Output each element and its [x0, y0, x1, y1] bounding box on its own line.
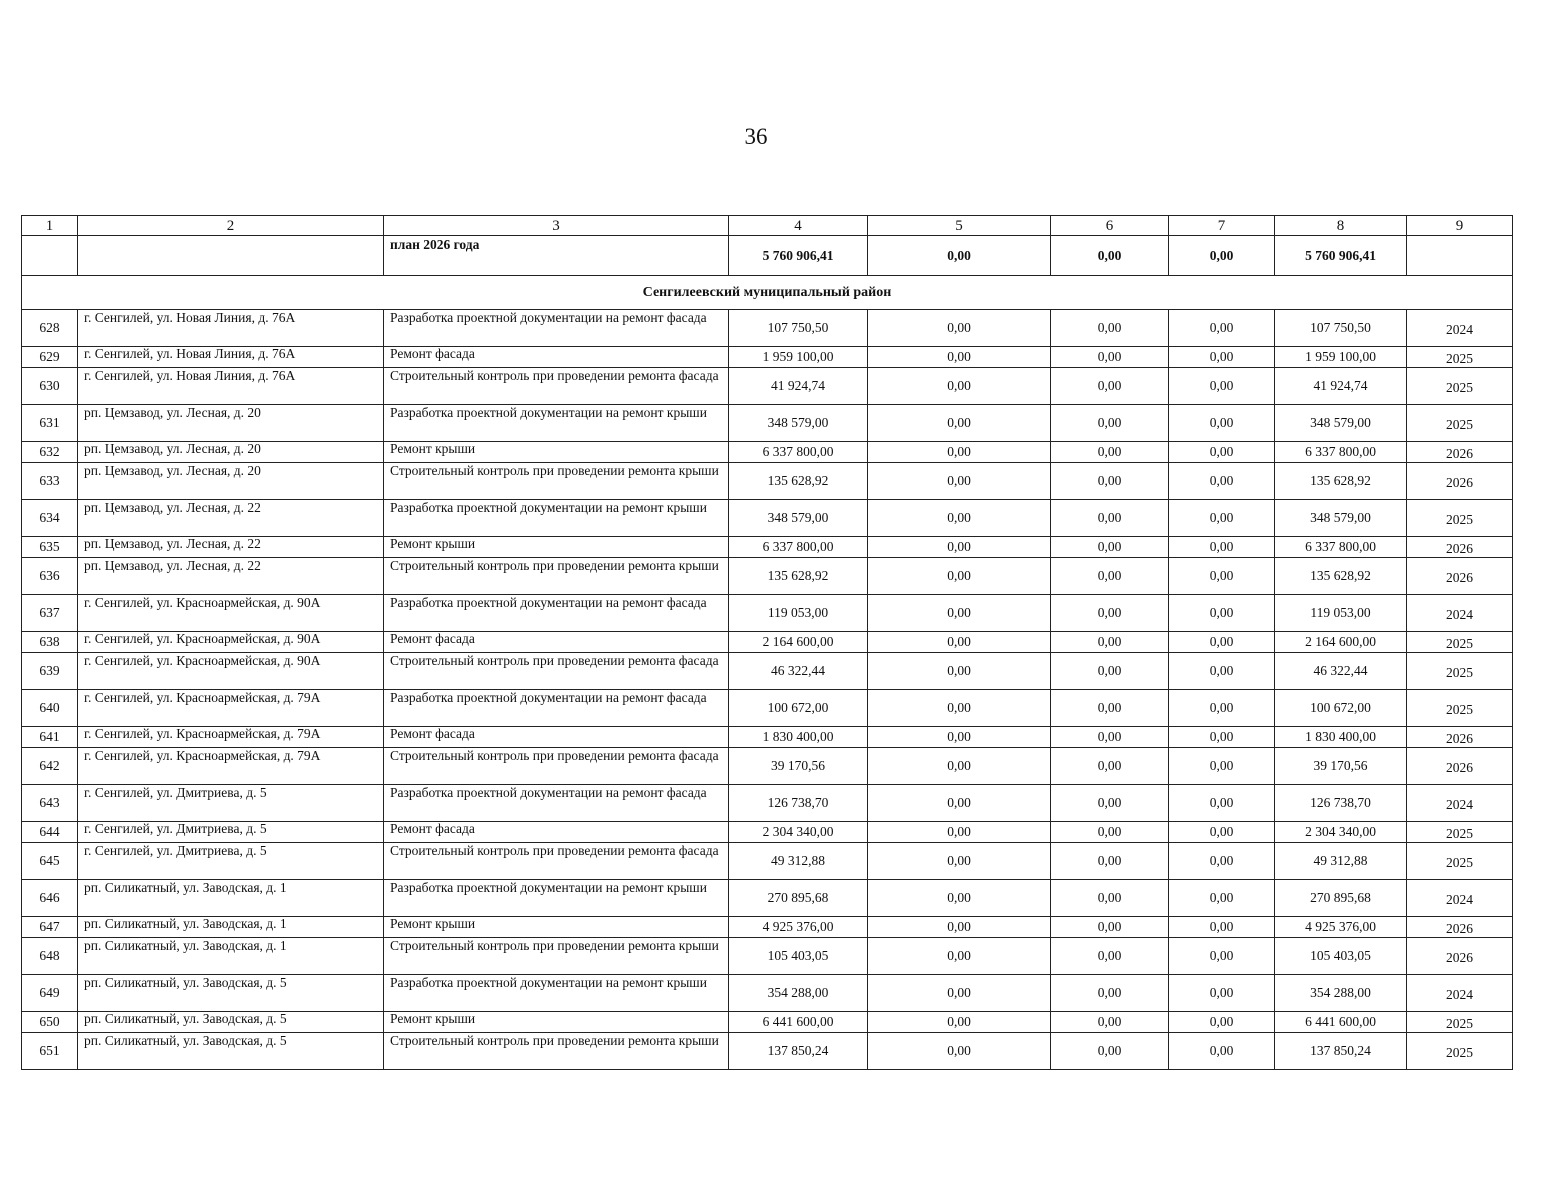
amount-col4: 135 628,92 — [729, 463, 868, 500]
work-type-cell: Разработка проектной документации на ремонт крыши — [384, 405, 729, 442]
amount-col8: 135 628,92 — [1275, 463, 1407, 500]
year-cell: 2026 — [1407, 748, 1513, 785]
amount-col7: 0,00 — [1169, 653, 1275, 690]
address-cell: рп. Цемзавод, ул. Лесная, д. 22 — [78, 558, 384, 595]
amount-col6: 0,00 — [1051, 938, 1169, 975]
address-cell: г. Сенгилей, ул. Дмитриева, д. 5 — [78, 843, 384, 880]
amount-col7: 0,00 — [1169, 822, 1275, 843]
amount-col6: 0,00 — [1051, 310, 1169, 347]
amount-col8: 1 830 400,00 — [1275, 727, 1407, 748]
amount-col6: 0,00 — [1051, 1033, 1169, 1070]
table-row — [22, 690, 1513, 727]
address-cell: г. Сенгилей, ул. Новая Линия, д. 76А — [78, 310, 384, 347]
table-row — [22, 537, 1513, 558]
amount-col4: 6 337 800,00 — [729, 442, 868, 463]
amount-col7: 0,00 — [1169, 537, 1275, 558]
plan-col9 — [1407, 236, 1513, 276]
amount-col5: 0,00 — [868, 595, 1051, 632]
amount-col8: 105 403,05 — [1275, 938, 1407, 975]
amount-col5: 0,00 — [868, 843, 1051, 880]
amount-col8: 39 170,56 — [1275, 748, 1407, 785]
amount-col6: 0,00 — [1051, 1012, 1169, 1033]
amount-col5: 0,00 — [868, 368, 1051, 405]
column-header: 7 — [1169, 216, 1275, 236]
year-cell: 2025 — [1407, 405, 1513, 442]
work-type-cell: Строительный контроль при проведении ремонта фасада — [384, 368, 729, 405]
address-cell: рп. Силикатный, ул. Заводская, д. 1 — [78, 938, 384, 975]
table-row — [22, 405, 1513, 442]
amount-col6: 0,00 — [1051, 653, 1169, 690]
plan-total-row — [22, 236, 1513, 276]
year-cell: 2024 — [1407, 310, 1513, 347]
address-cell: рп. Цемзавод, ул. Лесная, д. 20 — [78, 405, 384, 442]
amount-col8: 49 312,88 — [1275, 843, 1407, 880]
amount-col8: 137 850,24 — [1275, 1033, 1407, 1070]
work-type-cell: Строительный контроль при проведении ремонта фасада — [384, 843, 729, 880]
amount-col7: 0,00 — [1169, 938, 1275, 975]
amount-col4: 137 850,24 — [729, 1033, 868, 1070]
amount-col8: 2 304 340,00 — [1275, 822, 1407, 843]
work-type-cell: Ремонт крыши — [384, 1012, 729, 1033]
plan-col5: 0,00 — [868, 236, 1051, 276]
work-type-cell: Ремонт фасада — [384, 822, 729, 843]
amount-col6: 0,00 — [1051, 347, 1169, 368]
amount-col6: 0,00 — [1051, 690, 1169, 727]
table-row — [22, 347, 1513, 368]
row-number: 628 — [22, 310, 78, 347]
amount-col5: 0,00 — [868, 310, 1051, 347]
amount-col5: 0,00 — [868, 785, 1051, 822]
amount-col8: 6 337 800,00 — [1275, 442, 1407, 463]
row-number: 649 — [22, 975, 78, 1012]
amount-col6: 0,00 — [1051, 822, 1169, 843]
amount-col4: 46 322,44 — [729, 653, 868, 690]
row-number: 636 — [22, 558, 78, 595]
row-number: 633 — [22, 463, 78, 500]
row-number: 635 — [22, 537, 78, 558]
table-row — [22, 748, 1513, 785]
repair-plan-table — [21, 215, 1513, 1070]
address-cell: г. Сенгилей, ул. Новая Линия, д. 76А — [78, 368, 384, 405]
address-cell: рп. Цемзавод, ул. Лесная, д. 22 — [78, 537, 384, 558]
plan-addr-cell — [78, 236, 384, 276]
column-header: 1 — [22, 216, 78, 236]
amount-col8: 2 164 600,00 — [1275, 632, 1407, 653]
amount-col4: 354 288,00 — [729, 975, 868, 1012]
address-cell: рп. Силикатный, ул. Заводская, д. 5 — [78, 1012, 384, 1033]
year-cell: 2025 — [1407, 822, 1513, 843]
address-cell: г. Сенгилей, ул. Красноармейская, д. 79А — [78, 748, 384, 785]
table-row — [22, 727, 1513, 748]
table-row — [22, 368, 1513, 405]
amount-col7: 0,00 — [1169, 975, 1275, 1012]
plan-col8: 5 760 906,41 — [1275, 236, 1407, 276]
work-type-cell: Строительный контроль при проведении ремонта крыши — [384, 938, 729, 975]
column-header: 8 — [1275, 216, 1407, 236]
address-cell: рп. Цемзавод, ул. Лесная, д. 20 — [78, 463, 384, 500]
address-cell: рп. Силикатный, ул. Заводская, д. 5 — [78, 975, 384, 1012]
year-cell: 2025 — [1407, 500, 1513, 537]
row-number: 631 — [22, 405, 78, 442]
work-type-cell: Разработка проектной документации на ремонт фасада — [384, 310, 729, 347]
row-number: 642 — [22, 748, 78, 785]
amount-col8: 46 322,44 — [1275, 653, 1407, 690]
amount-col4: 270 895,68 — [729, 880, 868, 917]
amount-col5: 0,00 — [868, 347, 1051, 368]
row-number: 641 — [22, 727, 78, 748]
table-row — [22, 595, 1513, 632]
amount-col5: 0,00 — [868, 405, 1051, 442]
amount-col6: 0,00 — [1051, 727, 1169, 748]
table-row — [22, 938, 1513, 975]
year-cell: 2026 — [1407, 938, 1513, 975]
work-type-cell: Строительный контроль при проведении ремонта крыши — [384, 558, 729, 595]
row-number: 644 — [22, 822, 78, 843]
amount-col8: 348 579,00 — [1275, 500, 1407, 537]
amount-col5: 0,00 — [868, 975, 1051, 1012]
year-cell: 2025 — [1407, 690, 1513, 727]
address-cell: рп. Цемзавод, ул. Лесная, д. 22 — [78, 500, 384, 537]
table-row — [22, 442, 1513, 463]
table-row — [22, 843, 1513, 880]
amount-col5: 0,00 — [868, 690, 1051, 727]
year-cell: 2025 — [1407, 1012, 1513, 1033]
amount-col8: 100 672,00 — [1275, 690, 1407, 727]
work-type-cell: Разработка проектной документации на ремонт крыши — [384, 500, 729, 537]
column-header: 4 — [729, 216, 868, 236]
row-number: 640 — [22, 690, 78, 727]
address-cell: г. Сенгилей, ул. Красноармейская, д. 79А — [78, 690, 384, 727]
year-cell: 2026 — [1407, 442, 1513, 463]
amount-col8: 107 750,50 — [1275, 310, 1407, 347]
column-header: 5 — [868, 216, 1051, 236]
amount-col6: 0,00 — [1051, 843, 1169, 880]
amount-col7: 0,00 — [1169, 917, 1275, 938]
row-number: 634 — [22, 500, 78, 537]
amount-col7: 0,00 — [1169, 632, 1275, 653]
amount-col4: 119 053,00 — [729, 595, 868, 632]
work-type-cell: Ремонт крыши — [384, 537, 729, 558]
amount-col4: 100 672,00 — [729, 690, 868, 727]
amount-col6: 0,00 — [1051, 917, 1169, 938]
amount-col4: 6 337 800,00 — [729, 537, 868, 558]
amount-col5: 0,00 — [868, 938, 1051, 975]
amount-col8: 270 895,68 — [1275, 880, 1407, 917]
amount-col7: 0,00 — [1169, 347, 1275, 368]
amount-col7: 0,00 — [1169, 1012, 1275, 1033]
table-row — [22, 653, 1513, 690]
year-cell: 2024 — [1407, 785, 1513, 822]
address-cell: г. Сенгилей, ул. Новая Линия, д. 76А — [78, 347, 384, 368]
amount-col4: 2 304 340,00 — [729, 822, 868, 843]
amount-col5: 0,00 — [868, 727, 1051, 748]
amount-col8: 354 288,00 — [1275, 975, 1407, 1012]
plan-col7: 0,00 — [1169, 236, 1275, 276]
amount-col5: 0,00 — [868, 1033, 1051, 1070]
work-type-cell: Строительный контроль при проведении ремонта крыши — [384, 1033, 729, 1070]
amount-col6: 0,00 — [1051, 975, 1169, 1012]
row-number: 643 — [22, 785, 78, 822]
amount-col8: 41 924,74 — [1275, 368, 1407, 405]
address-cell: рп. Силикатный, ул. Заводская, д. 5 — [78, 1033, 384, 1070]
table-row — [22, 500, 1513, 537]
work-type-cell: Разработка проектной документации на ремонт фасада — [384, 690, 729, 727]
amount-col6: 0,00 — [1051, 405, 1169, 442]
table-row — [22, 880, 1513, 917]
amount-col4: 49 312,88 — [729, 843, 868, 880]
amount-col7: 0,00 — [1169, 368, 1275, 405]
address-cell: рп. Силикатный, ул. Заводская, д. 1 — [78, 880, 384, 917]
amount-col6: 0,00 — [1051, 880, 1169, 917]
table-row — [22, 822, 1513, 843]
row-number: 651 — [22, 1033, 78, 1070]
amount-col7: 0,00 — [1169, 500, 1275, 537]
amount-col7: 0,00 — [1169, 843, 1275, 880]
column-header: 9 — [1407, 216, 1513, 236]
amount-col4: 107 750,50 — [729, 310, 868, 347]
amount-col8: 126 738,70 — [1275, 785, 1407, 822]
row-number: 637 — [22, 595, 78, 632]
amount-col5: 0,00 — [868, 1012, 1051, 1033]
address-cell: г. Сенгилей, ул. Красноармейская, д. 90А — [78, 595, 384, 632]
amount-col6: 0,00 — [1051, 785, 1169, 822]
amount-col5: 0,00 — [868, 632, 1051, 653]
amount-col7: 0,00 — [1169, 405, 1275, 442]
amount-col4: 6 441 600,00 — [729, 1012, 868, 1033]
amount-col5: 0,00 — [868, 442, 1051, 463]
amount-col7: 0,00 — [1169, 442, 1275, 463]
table-row — [22, 310, 1513, 347]
year-cell: 2025 — [1407, 368, 1513, 405]
amount-col4: 1 959 100,00 — [729, 347, 868, 368]
amount-col4: 41 924,74 — [729, 368, 868, 405]
work-type-cell: Ремонт фасада — [384, 727, 729, 748]
work-type-cell: Ремонт крыши — [384, 917, 729, 938]
district-title: Сенгилеевский муниципальный район — [22, 276, 1513, 310]
work-type-cell: Строительный контроль при проведении ремонта фасада — [384, 653, 729, 690]
amount-col5: 0,00 — [868, 463, 1051, 500]
table-row — [22, 785, 1513, 822]
row-number: 650 — [22, 1012, 78, 1033]
amount-col6: 0,00 — [1051, 595, 1169, 632]
amount-col5: 0,00 — [868, 537, 1051, 558]
work-type-cell: Ремонт фасада — [384, 632, 729, 653]
amount-col5: 0,00 — [868, 880, 1051, 917]
amount-col5: 0,00 — [868, 558, 1051, 595]
amount-col6: 0,00 — [1051, 442, 1169, 463]
table-row — [22, 1033, 1513, 1070]
column-number-header-row — [22, 216, 1513, 236]
amount-col5: 0,00 — [868, 653, 1051, 690]
amount-col4: 4 925 376,00 — [729, 917, 868, 938]
column-header: 3 — [384, 216, 729, 236]
amount-col4: 39 170,56 — [729, 748, 868, 785]
work-type-cell: Строительный контроль при проведении ремонта фасада — [384, 748, 729, 785]
column-header: 6 — [1051, 216, 1169, 236]
amount-col8: 4 925 376,00 — [1275, 917, 1407, 938]
work-type-cell: Ремонт крыши — [384, 442, 729, 463]
row-number: 646 — [22, 880, 78, 917]
year-cell: 2024 — [1407, 975, 1513, 1012]
plan-col6: 0,00 — [1051, 236, 1169, 276]
amount-col7: 0,00 — [1169, 785, 1275, 822]
row-number: 629 — [22, 347, 78, 368]
amount-col8: 135 628,92 — [1275, 558, 1407, 595]
year-cell: 2026 — [1407, 537, 1513, 558]
amount-col8: 6 337 800,00 — [1275, 537, 1407, 558]
amount-col4: 348 579,00 — [729, 500, 868, 537]
amount-col8: 6 441 600,00 — [1275, 1012, 1407, 1033]
amount-col6: 0,00 — [1051, 632, 1169, 653]
year-cell: 2026 — [1407, 917, 1513, 938]
address-cell: г. Сенгилей, ул. Красноармейская, д. 90А — [78, 653, 384, 690]
amount-col6: 0,00 — [1051, 463, 1169, 500]
amount-col8: 1 959 100,00 — [1275, 347, 1407, 368]
table-row — [22, 1012, 1513, 1033]
amount-col7: 0,00 — [1169, 727, 1275, 748]
row-number: 632 — [22, 442, 78, 463]
year-cell: 2025 — [1407, 1033, 1513, 1070]
work-type-cell: Разработка проектной документации на ремонт крыши — [384, 975, 729, 1012]
amount-col4: 105 403,05 — [729, 938, 868, 975]
address-cell: г. Сенгилей, ул. Красноармейская, д. 90А — [78, 632, 384, 653]
amount-col6: 0,00 — [1051, 368, 1169, 405]
amount-col4: 348 579,00 — [729, 405, 868, 442]
amount-col7: 0,00 — [1169, 463, 1275, 500]
address-cell: г. Сенгилей, ул. Дмитриева, д. 5 — [78, 785, 384, 822]
amount-col4: 135 628,92 — [729, 558, 868, 595]
district-header-row — [22, 276, 1513, 310]
page-number: 36 — [744, 124, 768, 149]
row-number: 639 — [22, 653, 78, 690]
address-cell: г. Сенгилей, ул. Дмитриева, д. 5 — [78, 822, 384, 843]
row-number: 630 — [22, 368, 78, 405]
amount-col5: 0,00 — [868, 822, 1051, 843]
row-number: 645 — [22, 843, 78, 880]
address-cell: г. Сенгилей, ул. Красноармейская, д. 79А — [78, 727, 384, 748]
year-cell: 2025 — [1407, 632, 1513, 653]
amount-col5: 0,00 — [868, 500, 1051, 537]
amount-col6: 0,00 — [1051, 748, 1169, 785]
work-type-cell: Разработка проектной документации на ремонт крыши — [384, 880, 729, 917]
row-number: 638 — [22, 632, 78, 653]
table-row — [22, 632, 1513, 653]
year-cell: 2026 — [1407, 558, 1513, 595]
work-type-cell: Разработка проектной документации на ремонт фасада — [384, 595, 729, 632]
amount-col7: 0,00 — [1169, 558, 1275, 595]
amount-col8: 348 579,00 — [1275, 405, 1407, 442]
year-cell: 2026 — [1407, 727, 1513, 748]
table-row — [22, 917, 1513, 938]
plan-col4: 5 760 906,41 — [729, 236, 868, 276]
plan-num-cell — [22, 236, 78, 276]
amount-col6: 0,00 — [1051, 500, 1169, 537]
amount-col4: 126 738,70 — [729, 785, 868, 822]
amount-col7: 0,00 — [1169, 880, 1275, 917]
amount-col7: 0,00 — [1169, 690, 1275, 727]
year-cell: 2024 — [1407, 880, 1513, 917]
row-number: 647 — [22, 917, 78, 938]
year-cell: 2025 — [1407, 653, 1513, 690]
plan-label: план 2026 года — [384, 236, 729, 276]
address-cell: рп. Цемзавод, ул. Лесная, д. 20 — [78, 442, 384, 463]
row-number: 648 — [22, 938, 78, 975]
work-type-cell: Строительный контроль при проведении ремонта крыши — [384, 463, 729, 500]
amount-col7: 0,00 — [1169, 310, 1275, 347]
amount-col8: 119 053,00 — [1275, 595, 1407, 632]
amount-col6: 0,00 — [1051, 537, 1169, 558]
amount-col4: 1 830 400,00 — [729, 727, 868, 748]
table-row — [22, 975, 1513, 1012]
year-cell: 2025 — [1407, 347, 1513, 368]
amount-col7: 0,00 — [1169, 1033, 1275, 1070]
year-cell: 2024 — [1407, 595, 1513, 632]
table-row — [22, 463, 1513, 500]
amount-col6: 0,00 — [1051, 558, 1169, 595]
amount-col7: 0,00 — [1169, 595, 1275, 632]
work-type-cell: Ремонт фасада — [384, 347, 729, 368]
table-row — [22, 558, 1513, 595]
column-header: 2 — [78, 216, 384, 236]
work-type-cell: Разработка проектной документации на ремонт фасада — [384, 785, 729, 822]
amount-col5: 0,00 — [868, 917, 1051, 938]
amount-col4: 2 164 600,00 — [729, 632, 868, 653]
year-cell: 2025 — [1407, 843, 1513, 880]
address-cell: рп. Силикатный, ул. Заводская, д. 1 — [78, 917, 384, 938]
amount-col7: 0,00 — [1169, 748, 1275, 785]
amount-col5: 0,00 — [868, 748, 1051, 785]
year-cell: 2026 — [1407, 463, 1513, 500]
